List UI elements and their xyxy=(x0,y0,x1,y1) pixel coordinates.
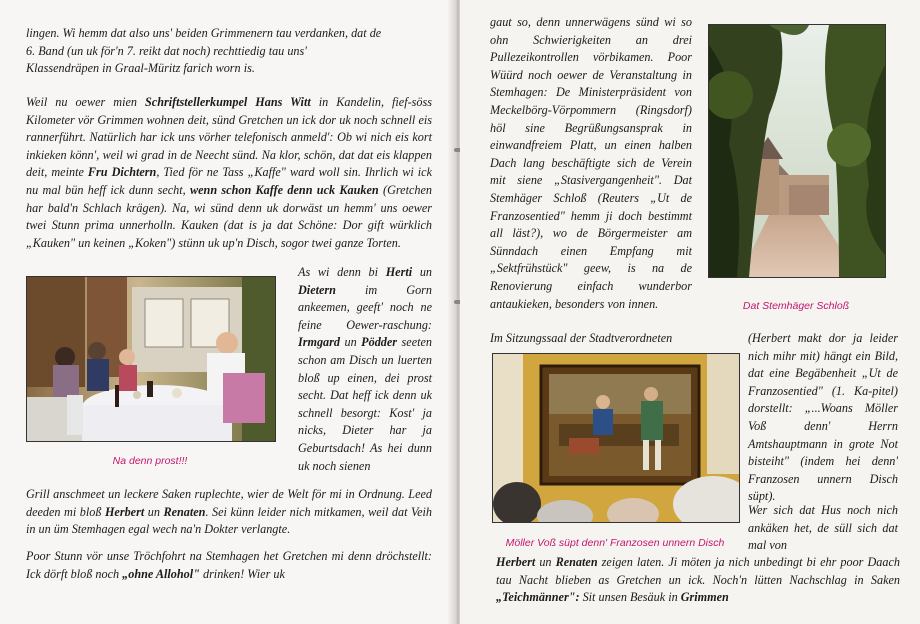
caption-na-denn-prost: Na denn prost!!! xyxy=(112,455,188,467)
right-paragraph-1: gaut so, denn unnerwägens sünd wi so ohn Schwierigkeiten an drei Pullezeikontrollen vörbikamen. Poor Wüürd noch oewer de Veranstaltung in Stemhagen: De Ministerpräsident von Meckelbörg-Vörpommern (Ringsdorf) höl sine Begrüßungsansprak in einwandfreiem Platt, un einen halben Dach lang beschäftigte sich de Verein mit siene „Stasivergangenheit". Dat Stemhäger Schloß (Reuters „Ut de Franzosentied" hemm ji doch bestimmt all läst?), wo de Börgermeister am Sünndach einen Empfang mit „Sektfrühstück" geew, is na de Renovierung einfach wunderbor antaukieken, besonders von innen. xyxy=(490,15,692,311)
quote-kaffe-kauken: wenn schon Kaffe denn uck Kauken xyxy=(190,182,379,197)
stemhagen-castle-photo xyxy=(708,24,886,278)
name-renaten-right: Renaten xyxy=(555,555,598,569)
caption-painting: Möller Voß süpt denn' Franzosen unnern Disch xyxy=(505,537,725,549)
left-paragraph-4: Grill anschmeet un leckere Saken ruplechte, wier de Welt för mi in Ordnung. Leed deeden mi bloß Herbert un Renaten. Sei künn leider nich mitkamen, weil dat Veih in un üm Stemhagen egal wech na'n Dokter verlangte. xyxy=(26,487,432,537)
name-herbert-right: Herbert xyxy=(496,555,536,569)
quote-ohne-allohol: „ohne Allohol" xyxy=(122,566,200,581)
painting-photo-image xyxy=(493,354,739,522)
right-paragraph-5: Herbert un Renaten zeigen laten. Ji möten ja nich unbedingt bi ehr poor Daach tau Nacht blieben as Gretchen un ick. Noch'n lütten Nachschlag in Saken „Teichmänner": Sit unsen Besäuk in Grimmen xyxy=(496,555,900,605)
stemhagen-castle-image xyxy=(709,25,885,277)
right-paragraph-3: (Herbert makt dor ja leider nich mihr mit) hängt ein Bild, dat eine Begäbenheit „Ut de Franzosentied" (1. Ka-pitel) dorstellt: „...Woans Möller Voß denn' Herrn Amtshauptmann in grote Not bisteiht" (indem hei denn' Franzosen unnern Disch süpt). xyxy=(748,331,898,504)
right-paragraph-4: Wer sich dat Hus noch nich ankäken het, de süll sich dat mal von xyxy=(748,503,898,553)
name-fru-dichtern: Fru Dichtern xyxy=(87,165,157,180)
name-herti: Herti xyxy=(385,265,413,279)
name-grimmen: Grimmen xyxy=(680,590,729,605)
right-page xyxy=(460,0,920,624)
quote-teichmaenner: „Teichmänner": xyxy=(496,590,580,605)
left-paragraph-5: Poor Stunn vör unse Tröchfohrt na Stemhagen het Gretchen mi denn dröchstellt: Ick dörft bloß noch „ohne Allohol" drinken! Wier uk xyxy=(26,549,432,581)
left-paragraph-1 xyxy=(26,25,432,78)
caption-castle: Dat Stemhäger Schloß xyxy=(742,300,850,312)
left-page xyxy=(0,0,456,624)
left-paragraph-3: As wi denn bi Herti un Dietern im Gorn ankeemen, geeft' noch ne feine Oewer-raschung: Irmgard un Pödder seeten schon am Disch un luerten bloß up einen, dei prost secht. Dat heff ick denn uk schnell besorgt: Kost' ja nicks, Dieter har ja Geburtsdach! As hei dunn uk noch sienen xyxy=(298,265,433,473)
left-p1-line-1: lingen. Wi hemm dat also uns' beiden Grimmenern tau verdanken, dat de xyxy=(26,26,382,40)
left-p1-line-2: 6. Band (un uk för'n 7. reikt dat noch) rechttiedig tau uns' xyxy=(26,43,307,58)
painting-photo xyxy=(492,353,740,523)
garden-party-photo-image xyxy=(27,277,275,441)
right-paragraph-2: Im Sitzungssaal der Stadtverordneten xyxy=(490,331,673,345)
garden-party-photo xyxy=(26,276,276,442)
name-herbert: Herbert xyxy=(104,504,145,519)
left-p1-line-3: Klassendräpen in Graal-Müritz farich worn is. xyxy=(26,61,255,76)
name-renaten: Renaten xyxy=(163,504,206,519)
name-hans-witt: Schriftstellerkumpel Hans Witt xyxy=(145,95,311,109)
name-poedder: Pödder xyxy=(361,335,398,350)
left-paragraph-2: Weil nu oewer mien Schriftstellerkumpel Hans Witt in Kandelin, fief-söss Kilometer vör Grimmen wohnen deit, sünd Gretchen un ick dor uk noch schnell eis rannerführt. Natürlich har ick uns vörher telefonisch anmeld': Ob wi nich eis kort inkieken könn', weil wi grad in de Neecht sünd. Na klor, schön, dat dat eis klappen deit, meinte Fru Dichtern, Tied för ne Tass „Kaffe" ward woll sin. Ihrlich wi ick nu mal bün heff ick dunn secht, wenn schon Kaffe denn uck Kauken (Gretchen har bald'n Schlach krägen). Na, wi sünd denn uk dorwäst un hemm' uns oewer twei Stunn prima unnerholln. Kauken (dat is ja dat Schöne: Dor gift würklich „Kauken" un keinen „Koken") stünn uk up'n Disch, sogor twei ganze Torten. xyxy=(26,95,432,250)
name-dietern: Dietern xyxy=(298,282,336,297)
name-irmgard: Irmgard xyxy=(298,335,340,350)
